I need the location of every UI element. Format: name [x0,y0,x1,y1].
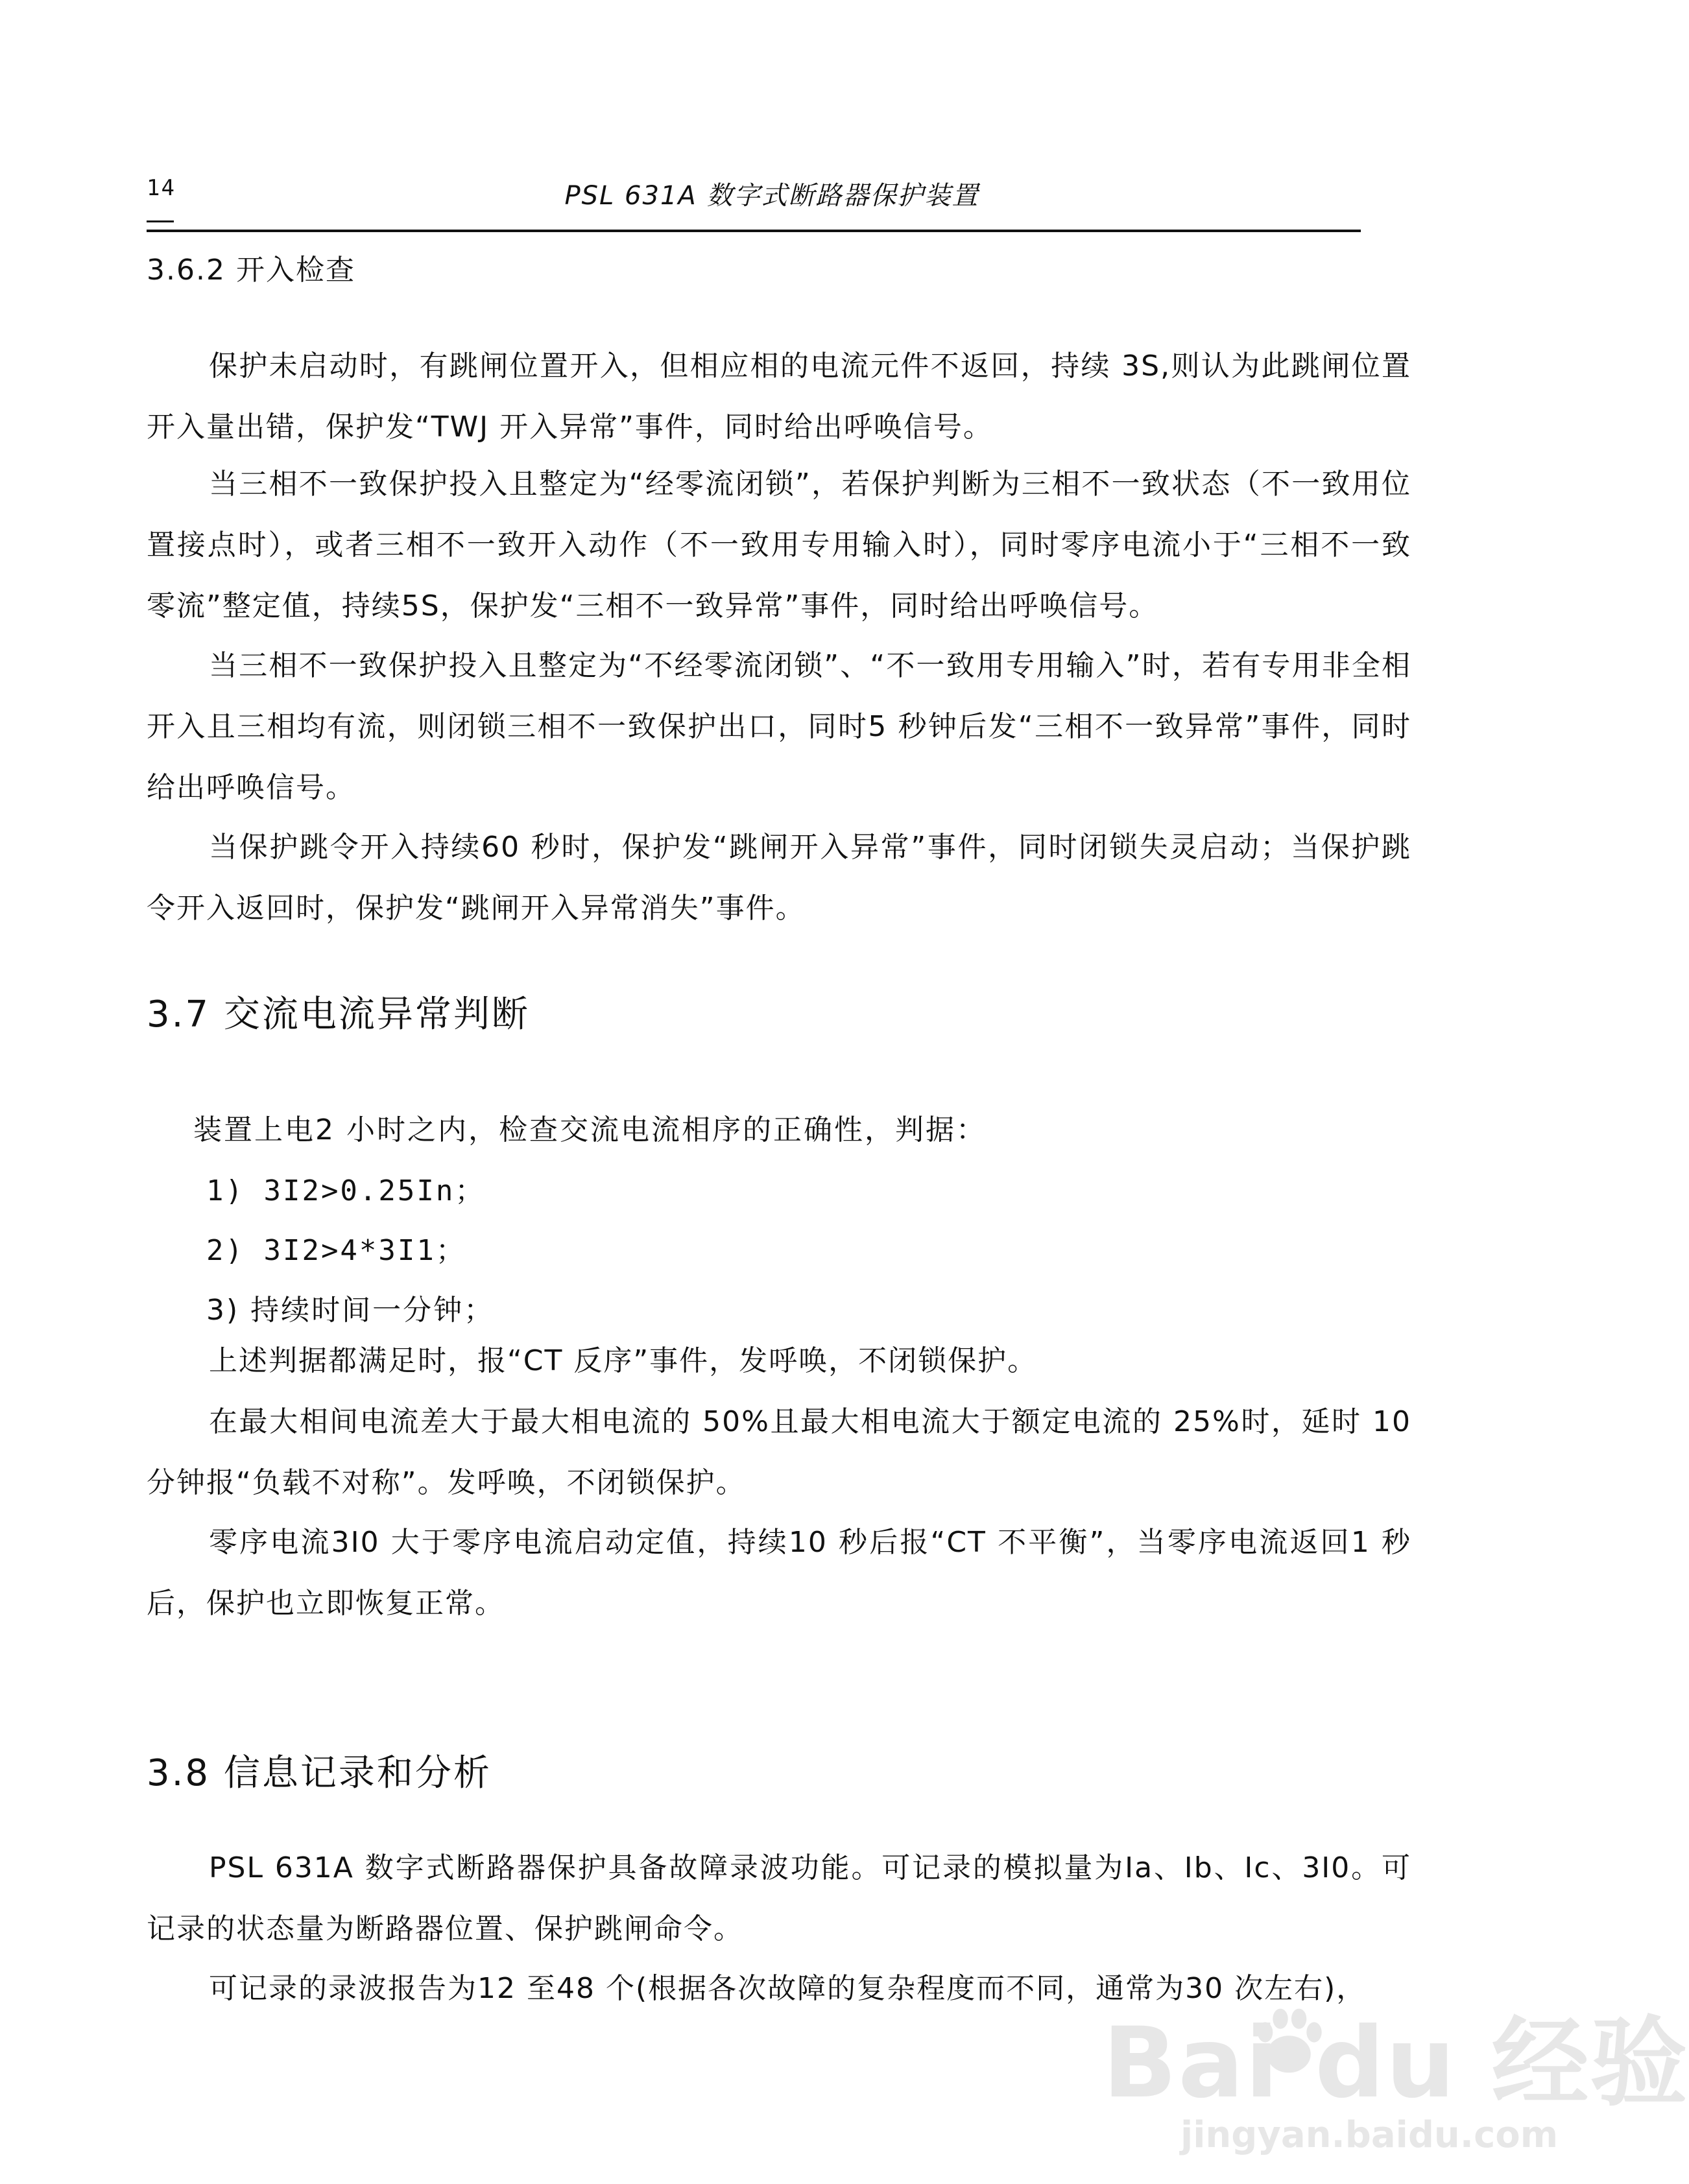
paragraph: 可记录的录波报告为12 至48 个(根据各次故障的复杂程度而不同，通常为30 次左右)， [209,1972,1367,2005]
paragraph: 当保护跳令开入持续60 秒时，保护发“跳闸开入异常”事件，同时闭锁失灵启动；当保护跳令开入返回时，保护发“跳闸开入异常消失”事件。 [147,831,1411,925]
criterion-item: 1) 3I2>0.25In； [206,1174,486,1207]
paragraph: 当三相不一致保护投入且整定为“不经零流闭锁”、“不一致用专用输入”时，若有专用非全相开入且三相均有流，则闭锁三相不一致保护出口，同时5 秒钟后发“三相不一致异常”事件，同时给出呼唤信号。 [147,649,1411,804]
criterion-item: 2) 3I2>4*3I1； [206,1234,466,1267]
running-header-title: PSL 631A 数字式断路器保护装置 [564,181,979,211]
paragraph: 零序电流3I0 大于零序电流启动定值，持续10 秒后报“CT 不平衡”，当零序电流返回1 秒后，保护也立即恢复正常。 [147,1526,1411,1620]
paragraph: 上述判据都满足时，报“CT 反序”事件，发呼唤，不闭锁保护。 [209,1344,1038,1377]
watermark-brand: Bai du 经验 [1103,2007,1689,2120]
header-rule [147,230,1361,232]
paragraph: PSL 631A 数字式断路器保护具备故障录波功能。可记录的模拟量为Ia、Ib、Ic、3I0。可记录的状态量为断路器位置、保护跳闸命令。 [147,1851,1411,1945]
intro-line: 装置上电2 小时之内，检查交流电流相序的正确性，判据： [193,1113,987,1146]
page-number: 14 [147,175,176,201]
watermark-url: jingyan.baidu.com [1180,2114,1559,2156]
paw-icon [1247,1999,1331,2083]
paragraph: 保护未启动时，有跳闸位置开入，但相应相的电流元件不返回，持续 3S,则认为此跳闸位置开入量出错，保护发“TWJ 开入异常”事件，同时给出呼唤信号。 [147,350,1411,444]
section-title-3-8: 3.8 信息记录和分析 [147,1752,492,1794]
section-title-3-7: 3.7 交流电流异常判断 [147,993,530,1036]
paragraph: 在最大相间电流差大于最大相电流的 50%且最大相电流大于额定电流的 25%时，延时 10 分钟报“负载不对称”。发呼唤，不闭锁保护。 [147,1405,1411,1499]
subsection-title-3-6-2: 3.6.2 开入检查 [147,254,355,287]
baidu-watermark [1103,1984,1689,2166]
paragraph: 当三相不一致保护投入且整定为“经零流闭锁”，若保护判断为三相不一致状态（不一致用位置接点时），或者三相不一致开入动作（不一致用专用输入时），同时零序电流小于“三相不一致零流”整定值，持续5S，保护发“三相不一致异常”事件，同时给出呼唤信号。 [147,468,1411,623]
page-number-underline [147,220,174,222]
criterion-item: 3) 持续时间一分钟； [206,1294,495,1327]
